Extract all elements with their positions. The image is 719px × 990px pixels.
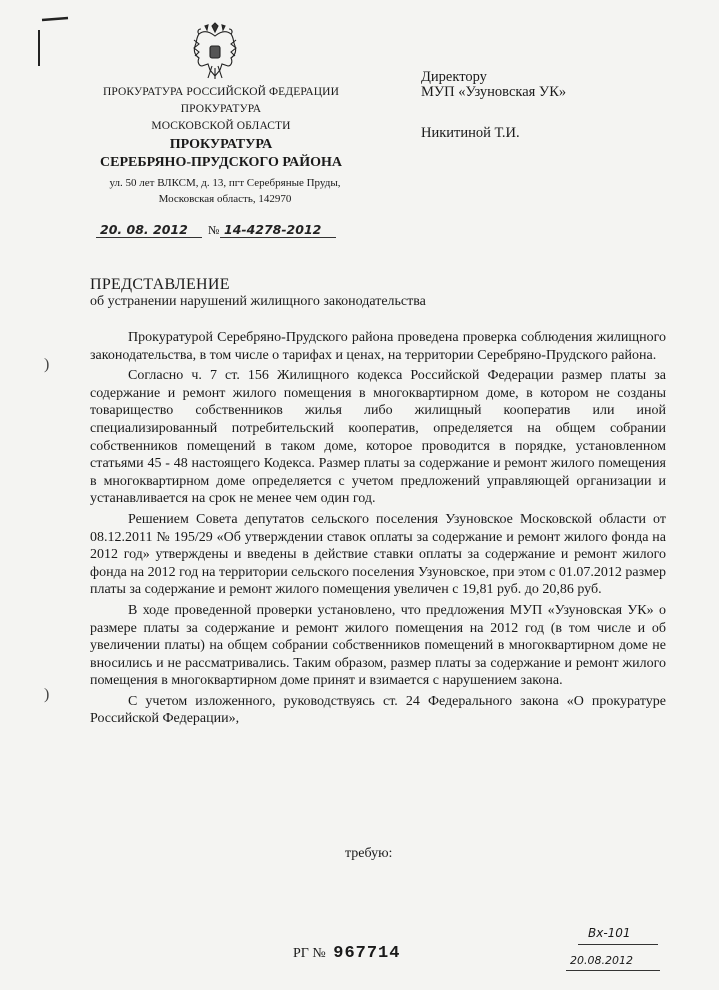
addressee-block [421,70,566,141]
addressee-name: Никитиной Т.И. [421,125,520,141]
document-number: 14-4278-2012 [224,222,322,237]
number-underline [220,237,336,238]
document-reference [96,220,346,242]
address-line-1: ул. 50 лет ВЛКСМ, д. 13, пгт Серебряные Пруды, [109,177,341,189]
document-date: 20. 08. 2012 [100,222,188,237]
date-underline [96,237,202,238]
header-line-federation: ПРОКУРАТУРА РОССИЙСКОЙ ФЕДЕРАЦИИ [102,86,339,98]
paragraph: В ходе проведенной проверки установлено, что предложения МУП «Узуновская УК» о размере платы за содержание и ремонт жилого помещения на 2012 год (в том числе и об увеличении платы) на общем собрании собственников помещений в многоквартирном доме не вносились и не рассматривались. Таким образом, размер платы за содержание и ремонт жилого помещения в многоквартирном доме принят и взимается с нарушением закона. [90,602,666,689]
registration-label: РГ № [293,946,326,961]
header-address [70,175,380,207]
incoming-number: Вх-101 [588,926,631,940]
paragraph: Прокуратурой Серебряно-Прудского района проведена проверка соблюдения жилищного законодательства, в том числе о тарифах и ценах, на территории Серебряно-Прудского района. [90,330,666,363]
addressee-position: Директору [421,69,487,85]
margin-mark: ) [44,356,50,373]
header-line-bold-2: СЕРЕБРЯНО-ПРУДСКОГО РАЙОНА [100,155,342,170]
corner-mark [36,16,70,68]
paragraph: Решением Совета депутатов сельского поселения Узуновское Московской области от 08.12.2011 № 195/29 «Об утверждении ставок оплаты за содержание и ремонт жилого фонда на 2012 год» утверждены и введены в действие ставки оплаты за содержание и ремонт жилого фонда на 2012 год на территории сельского поселения Узуновское, при этом с 01.07.2012 размер платы за содержание и ремонт жилого помещения увеличен с 19,81 руб. до 20,86 руб. [90,511,666,598]
registration-value: 967714 [333,944,401,963]
document-body [90,329,666,731]
double-headed-eagle-emblem [190,22,240,80]
number-label: № [208,223,220,237]
header-district-block [60,136,382,172]
header-agency-block [60,84,382,135]
require-label: требую: [345,846,393,861]
incoming-date: 20.08.2012 [570,954,633,967]
header-line-region: МОСКОВСКОЙ ОБЛАСТИ [151,120,291,132]
paragraph: С учетом изложенного, руководствуясь ст. 24 Федерального закона «О прокуратуре Российской Федерации», [90,693,666,727]
addressee-org: МУП «Узуновская УК» [421,84,567,100]
header-line-prosecution: ПРОКУРАТУРА [180,103,262,115]
stamp-line [578,944,658,945]
registration-number [293,944,400,963]
paragraph: Согласно ч. 7 ст. 156 Жилищного кодекса Российской Федерации размер платы за содержание и ремонт жилого помещения в многоквартирном доме, в котором не созданы товарищество собственников жилья либо жилищный кооператив или иной специализированный потребительский кооператив, определяется на общем собрании собственников помещений в таком доме, которое проводится в порядке, установленном статьями 45 - 48 настоящего Кодекса. Размер платы за содержание и ремонт жилого помещения в многоквартирном доме определяется с учетом предложений управляющей организации и устанавливается на срок не менее чем один год. [90,368,666,507]
document-subtitle: об устранении нарушений жилищного законодательства [90,294,426,309]
incoming-stamp [556,924,666,974]
address-line-2: Московская область, 142970 [158,193,292,205]
header-line-bold-1: ПРОКУРАТУРА [169,137,273,152]
stamp-line [566,970,660,971]
margin-mark: ) [44,686,50,703]
document-title: ПРЕДСТАВЛЕНИЕ [90,276,230,293]
